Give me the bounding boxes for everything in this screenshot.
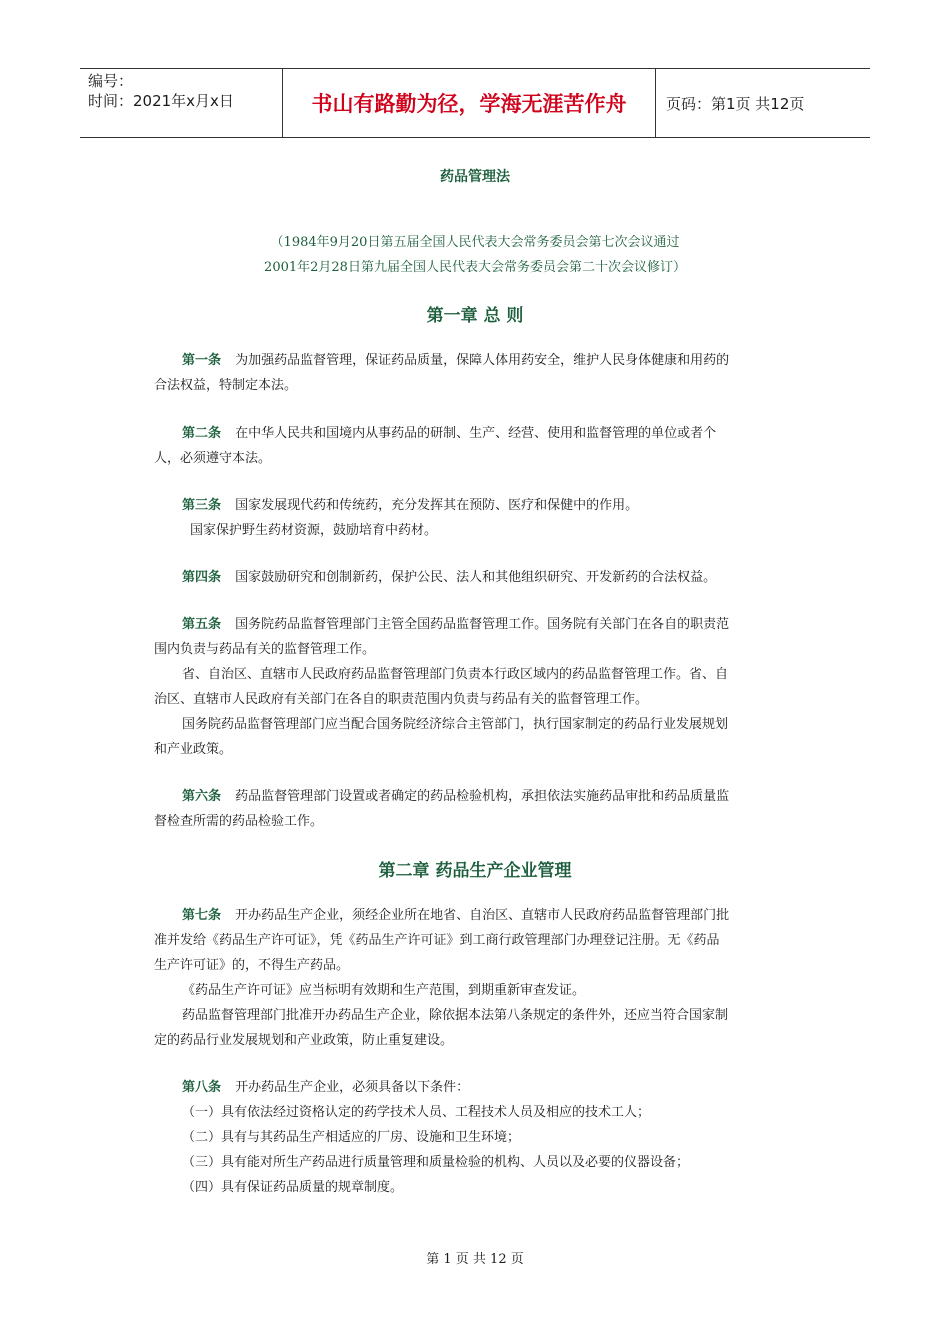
article-label: 第五条 bbox=[182, 617, 222, 632]
article-label: 第三条 bbox=[182, 498, 222, 513]
article-label: 第七条 bbox=[182, 908, 222, 923]
article-text: 开办药品生产企业，须经企业所在地省、自治区、直辖市人民政府药品监督管理部门批 bbox=[235, 908, 730, 923]
article-3 bbox=[182, 494, 638, 513]
article-5-para-2-cont: 治区、直辖市人民政府有关部门在各自的职责范围内负责与药品有关的监督管理工作。 bbox=[154, 692, 649, 707]
header-page-info: 页码：第1页 共12页 bbox=[666, 94, 805, 113]
article-3-para-2: 国家保护野生药材资源，鼓励培育中药材。 bbox=[190, 523, 438, 538]
article-2 bbox=[182, 422, 716, 441]
article-text: 开办药品生产企业，必须具备以下条件： bbox=[235, 1080, 470, 1095]
article-7-para-2: 《药品生产许可证》应当标明有效期和生产范围，到期重新审查发证。 bbox=[182, 983, 586, 998]
article-6 bbox=[182, 785, 729, 804]
article-8-item-1: （一）具有依法经过资格认定的药学技术人员、工程技术人员及相应的技术工人； bbox=[182, 1105, 651, 1120]
article-text: 在中华人民共和国境内从事药品的研制、生产、经营、使用和监督管理的单位或者个 bbox=[235, 426, 717, 441]
article-8-item-4: （四）具有保证药品质量的规章制度。 bbox=[182, 1180, 404, 1195]
time-label: 时间：2021年x月x日 bbox=[88, 92, 234, 110]
article-5 bbox=[182, 613, 729, 632]
article-5-para-3: 国务院药品监督管理部门应当配合国务院经济综合主管部门，执行国家制定的药品行业发展规划 bbox=[182, 717, 729, 732]
article-text: 国家发展现代药和传统药，充分发挥其在预防、医疗和保健中的作用。 bbox=[235, 498, 639, 513]
document-subtitle-2: 2001年2月28日第九届全国人民代表大会常务委员会第二十次会议修订） bbox=[264, 260, 686, 275]
article-text: 为加强药品监督管理，保证药品质量，保障人体用药安全，维护人民身体健康和用药的 bbox=[235, 353, 730, 368]
article-8-item-3: （三）具有能对所生产药品进行质量管理和质量检验的机构、人员以及必要的仪器设备； bbox=[182, 1155, 690, 1170]
article-7-para-3-cont: 定的药品行业发展规划和产业政策，防止重复建设。 bbox=[154, 1033, 454, 1048]
number-label: 编号： bbox=[88, 72, 134, 90]
article-text: 国务院药品监督管理部门主管全国药品监督管理工作。国务院有关部门在各自的职责范 bbox=[235, 617, 730, 632]
chapter-2-heading: 第二章 药品生产企业管理 bbox=[378, 861, 572, 881]
article-8-item-2: （二）具有与其药品生产相适应的厂房、设施和卫生环境； bbox=[182, 1130, 521, 1145]
article-label: 第二条 bbox=[182, 426, 222, 441]
article-8 bbox=[182, 1076, 469, 1095]
article-label: 第四条 bbox=[182, 570, 222, 585]
document-title: 药品管理法 bbox=[440, 169, 510, 185]
article-4 bbox=[182, 566, 716, 585]
article-5-para-3-cont: 和产业政策。 bbox=[154, 742, 233, 757]
document-subtitle-1: （1984年9月20日第五届全国人民代表大会常务委员会第七次会议通过 bbox=[270, 235, 680, 250]
article-5-cont: 围内负责与药品有关的监督管理工作。 bbox=[154, 642, 376, 657]
article-5-para-2: 省、自治区、直辖市人民政府药品监督管理部门负责本行政区域内的药品监督管理工作。省、自 bbox=[182, 667, 729, 682]
article-2-cont: 人，必须遵守本法。 bbox=[154, 451, 272, 466]
article-text: 药品监督管理部门设置或者确定的药品检验机构，承担依法实施药品审批和药品质量监 bbox=[235, 789, 730, 804]
article-text: 国家鼓励研究和创制新药，保护公民、法人和其他组织研究、开发新药的合法权益。 bbox=[235, 570, 717, 585]
article-7-cont-2: 生产许可证》的，不得生产药品。 bbox=[154, 958, 350, 973]
article-6-cont: 督检查所需的药品检验工作。 bbox=[154, 814, 324, 829]
article-1 bbox=[182, 349, 729, 368]
article-1-cont: 合法权益，特制定本法。 bbox=[154, 378, 298, 393]
article-label: 第八条 bbox=[182, 1080, 222, 1095]
header-motto: 书山有路勤为径，学海无涯苦作舟 bbox=[282, 69, 656, 137]
article-7 bbox=[182, 904, 729, 923]
page-footer: 第 1 页 共 12 页 bbox=[426, 1252, 524, 1267]
article-7-para-3: 药品监督管理部门批准开办药品生产企业，除依据本法第八条规定的条件外，还应当符合国家制 bbox=[182, 1008, 729, 1023]
article-label: 第一条 bbox=[182, 353, 222, 368]
article-label: 第六条 bbox=[182, 789, 222, 804]
article-7-cont-1: 准并发给《药品生产许可证》，凭《药品生产许可证》到工商行政管理部门办理登记注册。无《药品 bbox=[154, 933, 720, 948]
chapter-1-heading: 第一章 总 则 bbox=[426, 306, 524, 326]
header-meta bbox=[80, 69, 282, 137]
page-header bbox=[80, 68, 870, 138]
